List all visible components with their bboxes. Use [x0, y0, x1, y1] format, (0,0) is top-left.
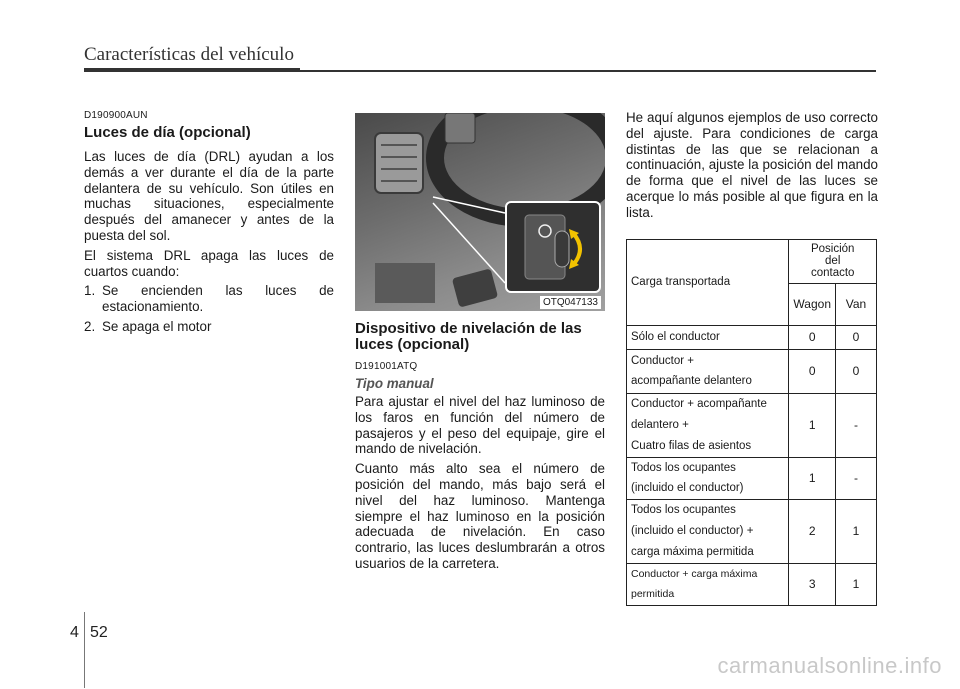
table-cell-load: Todos los ocupantes (incluido el conductor) — [627, 457, 789, 499]
air-vent-shape — [375, 133, 423, 193]
table-row — [627, 563, 877, 605]
table-cell-load: Todos los ocupantes (incluido el conductor) + carga máxima permitida — [627, 499, 789, 563]
list-text: Se apaga el motor — [102, 318, 212, 334]
header-rule-accent — [84, 68, 300, 72]
table-header-wagon: Wagon — [789, 283, 836, 325]
paragraph: El sistema DRL apaga las luces de cuartos cuando: — [84, 247, 334, 279]
watermark-text: carmanualsonline.info — [717, 653, 942, 678]
section-heading-leveling: Dispositivo de nivelación de las luces (opcional) — [355, 320, 582, 353]
table-cell-load: Conductor + acompañante delantero — [627, 349, 789, 393]
list-item — [84, 319, 334, 335]
list-number: 2. — [84, 318, 96, 334]
section-heading-drl: Luces de día (opcional) — [84, 124, 251, 141]
stalk-shape — [445, 113, 475, 143]
left-column — [84, 110, 334, 339]
table-row — [627, 349, 877, 393]
list-number: 1. — [84, 283, 96, 299]
leveling-knob-inset — [505, 201, 601, 293]
page-number: 52 — [90, 624, 108, 641]
table-cell-wagon: 0 — [789, 325, 836, 349]
table-cell-wagon: 2 — [789, 499, 836, 563]
paragraph: Para ajustar el nivel del haz luminoso de los faros en función del número de pasajeros y el peso del equipaje, gire el mando de nivelación. — [355, 394, 605, 457]
subheading-manual: Tipo manual — [355, 376, 434, 391]
table-cell-load: Conductor + acompañante delantero + Cuatro filas de asientos — [627, 393, 789, 457]
middle-column — [355, 110, 605, 576]
table-cell-wagon: 1 — [789, 393, 836, 457]
dashboard-photo — [355, 113, 605, 311]
leveling-table — [626, 239, 877, 606]
intro-paragraph: He aquí algunos ejemplos de uso correcto del ajuste. Para condiciones de carga distintas de las que se relacionan a continuación, ajuste la posición del mando de forma que el nivel de las luces se acerque lo más posible al que figura en la lista. — [626, 110, 878, 220]
footer-divider — [84, 612, 85, 688]
figure-caption: OTQ047133 — [540, 296, 601, 309]
table-header-load: Carga transportada — [627, 239, 789, 325]
section-code: D191001ATQ — [355, 361, 418, 372]
lower-panel-shape — [375, 263, 435, 303]
table-row — [627, 325, 877, 349]
table-cell-wagon: 1 — [789, 457, 836, 499]
table-cell-van: 1 — [836, 499, 877, 563]
section-code: D190900AUN — [84, 110, 148, 121]
right-column — [626, 110, 878, 606]
leveling-knob-icon — [507, 203, 599, 291]
table-cell-van: - — [836, 457, 877, 499]
page-header-title: Características del vehículo — [84, 44, 294, 65]
table-cell-van: 0 — [836, 325, 877, 349]
table-cell-van: 1 — [836, 563, 877, 605]
table-row — [627, 457, 877, 499]
table-header-van: Van — [836, 283, 877, 325]
table-cell-van: 0 — [836, 349, 877, 393]
table-row — [627, 499, 877, 563]
table-header-position: Posición del contacto — [789, 239, 877, 283]
table-cell-load: Sólo el conductor — [627, 325, 789, 349]
table-cell-wagon: 3 — [789, 563, 836, 605]
table-cell-load: Conductor + carga máxima permitida — [627, 563, 789, 605]
table-row — [627, 393, 877, 457]
section-number: 4 — [70, 624, 79, 641]
table-cell-van: - — [836, 393, 877, 457]
paragraph: Cuanto más alto sea el número de posición del mando, más bajo será el nivel del haz luminoso. Mantenga siempre el haz luminoso en la posición adecuada de nivelación. En caso contrario, las luces deslumbrarán a otros usuarios de la carretera. — [355, 461, 605, 571]
paragraph: Las luces de día (DRL) ayudan a los demás a ver durante el día de la parte delantera de su vehículo. Son útiles en muchas situaciones, especialmente después del amanecer y antes de la puesta del sol. — [84, 149, 334, 243]
pedal-shape — [452, 268, 498, 307]
list-text: Se encienden las luces de estacionamiento. — [102, 283, 334, 315]
list-item — [84, 283, 334, 315]
table-cell-wagon: 0 — [789, 349, 836, 393]
